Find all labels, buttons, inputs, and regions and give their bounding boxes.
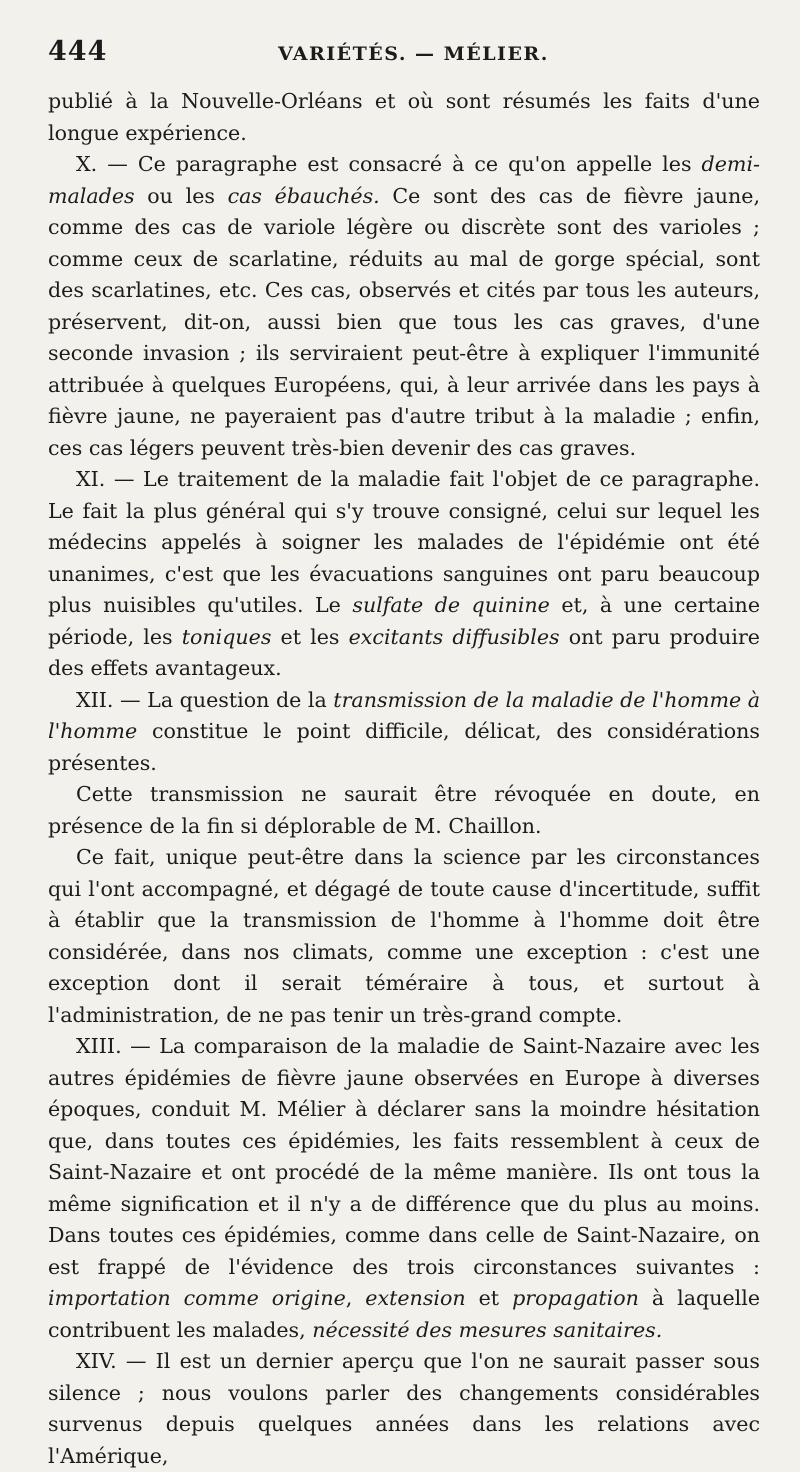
italic-text: extension: [365, 1286, 466, 1310]
paragraph-p6: [48, 1031, 760, 1346]
italic-text: transmission de la maladie de l'homme à l'homme: [48, 687, 760, 743]
paragraph-p1: [48, 149, 760, 464]
paragraph-p4: [48, 779, 760, 842]
text-run: XIII. — La comparaison de la maladie de Saint-Nazaire avec les autres épidémies de fièvre jaune observées en Europe à diverses époques, conduit M. Mélier à déclarer sans la moindre hésitation que, dans toutes ces épidémies, les faits ressemblent à ceux de Saint-Nazaire et ont procédé de la même manière. Ils ont tous la même signification et il n'y a de différence que du plus au moins. Dans toutes ces épidémies, comme dans celle de Saint-Nazaire, on est frappé de l'évidence des trois circonstances suivantes :: [48, 1034, 760, 1279]
running-title: VARIÉTÉS. — MÉLIER.: [278, 43, 549, 65]
text-run: ,: [345, 1286, 366, 1310]
paragraph-p0: [48, 86, 760, 149]
italic-text: cas ébauchés.: [227, 183, 380, 208]
paragraph-p2: [48, 464, 760, 685]
italic-text: sulfate de quinine: [352, 593, 550, 617]
paragraph-p7: [48, 1346, 760, 1472]
page-number: 444: [48, 36, 108, 67]
italic-text: propagation: [512, 1286, 639, 1310]
italic-text: importation comme origine: [48, 1286, 346, 1310]
text-run: et: [465, 1286, 513, 1310]
text-run: XII. — La question de la: [76, 687, 334, 712]
running-head: [48, 36, 760, 86]
text-run: à laquelle contribuent les malades,: [48, 1286, 761, 1342]
italic-text: toniques: [181, 624, 272, 649]
text-run: Cette transmission ne saurait être révoquée en doute, en présence de la fin si déplorable de M. Chaillon.: [48, 782, 760, 838]
text-run: XI. — Le traitement de la maladie fait l'objet de ce paragraphe. Le fait la plus général qui s'y trouve consigné, celui sur lequel les médecins appelés à soigner les malades de l'épidémie ont été unanimes, c'est que les évacuations sanguines ont paru beaucoup plus nuisibles qu'utiles. Le: [48, 467, 760, 617]
text-run: et, à une certaine période, les: [48, 593, 761, 649]
body-text: [48, 86, 760, 1472]
italic-text: nécessité des mesures sanitaires.: [312, 1317, 663, 1342]
text-run: constitue le point difficile, délicat, des considérations présentes.: [48, 719, 760, 775]
italic-text: excitants diffusibles: [348, 624, 560, 649]
text-run: ont paru produire des effets avantageux.: [48, 624, 760, 680]
text-run: ou les: [134, 183, 228, 208]
text-run: X. — Ce paragraphe est consacré à ce qu'on appelle les: [76, 152, 702, 176]
text-run: XIV. — Il est un dernier aperçu que l'on ne saurait passer sous silence ; nous voulons parler des changements considérables survenus depuis quelques années dans les relations avec l'Amérique,: [48, 1349, 760, 1468]
text-run: publié à la Nouvelle-Orléans et où sont résumés les faits d'une longue expérience.: [48, 89, 760, 145]
text-run: Ce sont des cas de fièvre jaune, comme des cas de variole légère ou discrète sont des varioles ; comme ceux de scarlatine, réduits au mal de gorge spécial, sont des scarlatines, etc. Ces cas, observés et cités par tous les auteurs, préservent, dit-on, aussi bien que tous les cas graves, d'une seconde invasion ; ils serviraient peut-être à expliquer l'immunité attribuée à quelques Européens, qui, à leur arrivée dans les pays à fièvre jaune, ne payeraient pas d'autre tribut à la maladie ; enfin, ces cas légers peuvent très-bien devenir des cas graves.: [48, 183, 760, 460]
text-run: Ce fait, unique peut-être dans la science par les circonstances qui l'ont accompagné, et dégagé de toute cause d'incertitude, suffit à établir que la transmission de l'homme à l'homme doit être considérée, dans nos climats, comme une exception : c'est une exception dont il serait téméraire à tous, et surtout à l'administration, de ne pas tenir un très-grand compte.: [48, 845, 760, 1027]
paragraph-p5: [48, 842, 760, 1031]
italic-text: demi-malades: [48, 152, 760, 208]
text-run: et les: [271, 624, 349, 649]
paragraph-p3: [48, 685, 760, 780]
